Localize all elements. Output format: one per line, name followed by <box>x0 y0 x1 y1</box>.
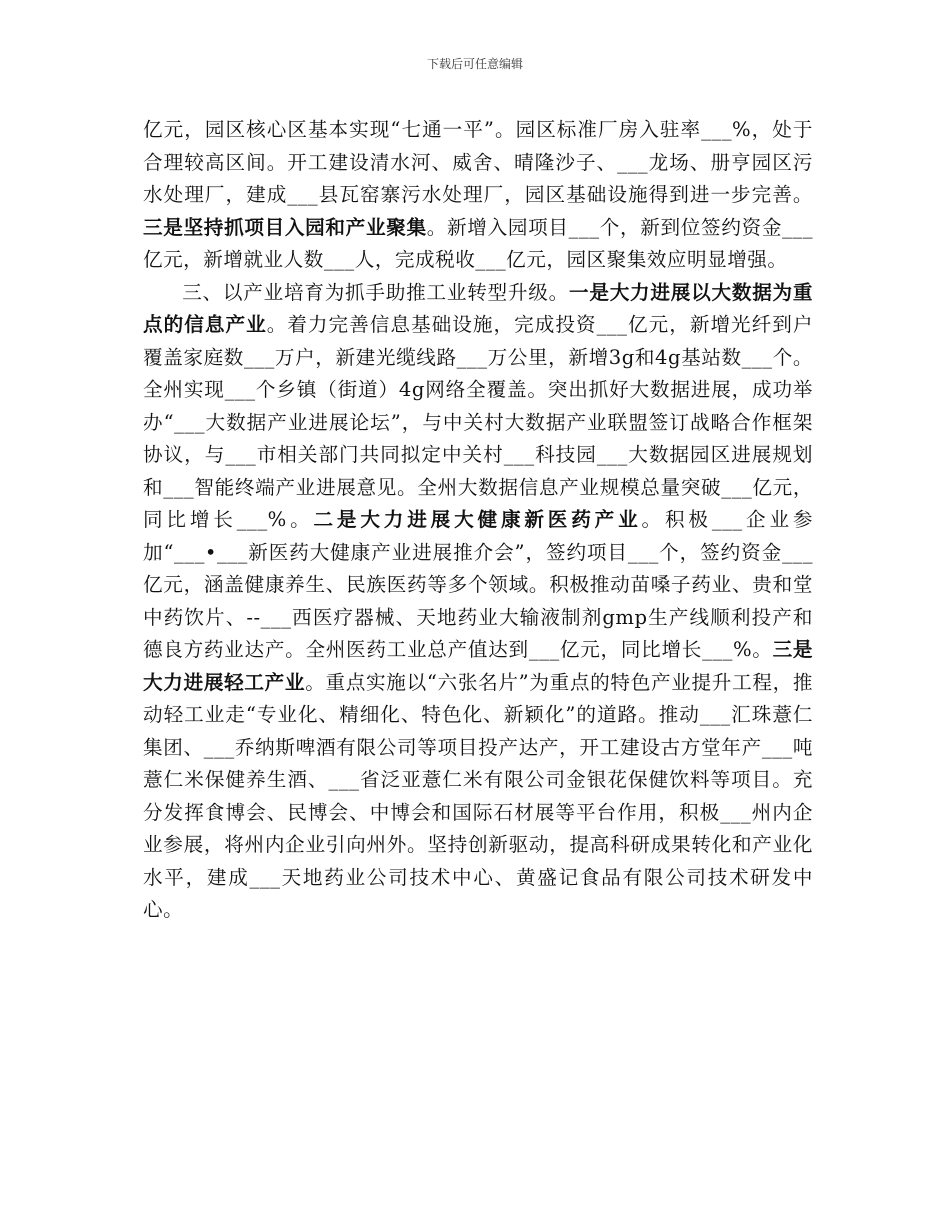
bold-heading: 一是大力进展以大数据为重点的信息产业 <box>143 280 814 336</box>
text-segment: 。重点实施以“六张名片”为重点的特色产业提升工程，推动轻工业走“专业化、精细化、特色化、新颖化”的道路。推动___汇珠薏仁集团、___乔纳斯啤酒有限公司等项目投产达产，开工建设古方堂年产___吨薏仁米保健养生酒、___省泛亚薏仁米有限公司金银花保健饮料等项目。充分发挥食博会、民博会、中博会和国际石材展等平台作用，积极___州内企业参展，将州内企业引向州外。坚持创新驱动，提高科研成果转化和产业化水平，建成___天地药业公司技术中心、黄盛记食品有限公司技术研发中心。 <box>143 670 813 921</box>
bold-heading: 二是大力进展大健康新医药产业 <box>313 508 642 531</box>
paragraph-1 <box>143 114 813 277</box>
page-header: 下载后可任意编辑 <box>426 57 523 71</box>
document-body <box>143 114 813 927</box>
text-segment: 。着力完善信息基础设施，完成投资___亿元，新增光纤到户覆盖家庭数___万户，新建光缆线路___万公里，新增3g和4g基站数___个。全州实现___个乡镇（街道）4g网络全覆盖。突出抓好大数据进展，成功举办“___大数据产业进展论坛”，与中关村大数据产业联盟签订战略合作框架协议，与___市相关部门共同拟定中关村___科技园___大数据园区进展规划和___智能终端产业进展意见。全州大数据信息产业规模总量突破___亿元，同比增长___%。 <box>143 313 814 531</box>
paragraph-2 <box>143 277 813 927</box>
bold-heading: 三是坚持抓项目入园和产业聚集 <box>143 215 427 239</box>
text-segment: 亿元，园区核心区基本实现“七通一平”。园区标准厂房入驻率___%，处于合理较高区间。开工建设清水河、威舍、晴隆沙子、___龙场、册亨园区污水处理厂，建成___县瓦窑寨污水处理厂，园区基础设施得到进一步完善。 <box>143 118 813 206</box>
text-segment: 。积极___企业参加“___•___新医药大健康产业进展推介会”，签约项目___个，签约资金___亿元，涵盖健康养生、民族医药等多个领域。积极推动苗嗓子药业、贵和堂中药饮片、--___西医疗器械、天地药业大输液制剂gmp生产线顺利投产和德良方药业达产。全州医药工业总产值达到___亿元，同比增长___%。 <box>143 508 814 661</box>
text-segment: 。新增入园项目___个，新到位签约资金___亿元，新增就业人数___人，完成税收___亿元，园区聚集效应明显增强。 <box>143 215 814 271</box>
bold-heading: 三是大力进展轻工产业 <box>143 638 813 694</box>
text-segment: 三、以产业培育为抓手助推工业转型升级。 <box>182 280 569 304</box>
